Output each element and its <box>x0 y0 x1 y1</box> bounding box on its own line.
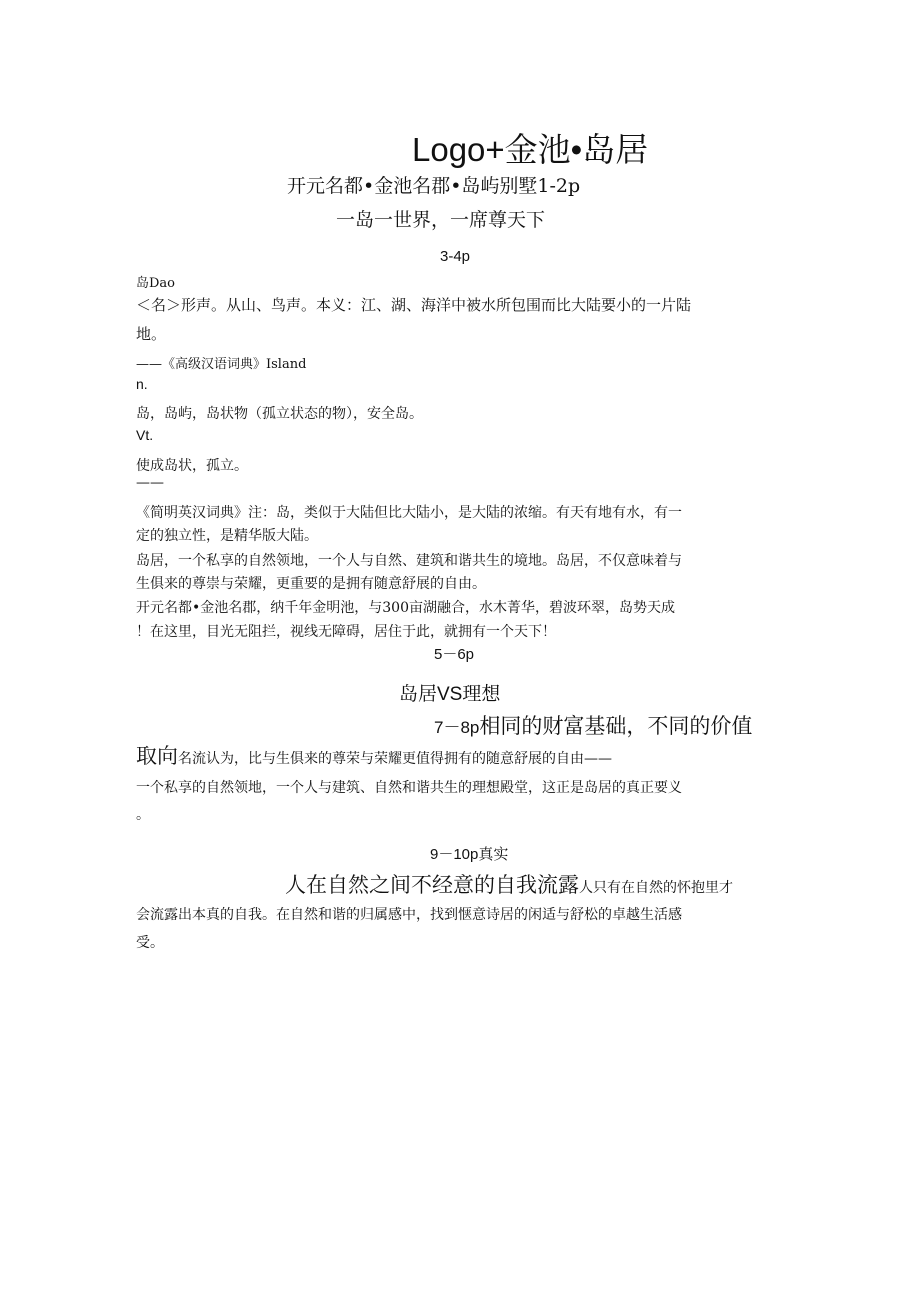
heading-part2: 取向 <box>136 744 178 768</box>
page-label-5-6: 5－6p <box>434 646 475 663</box>
definition-line: ＜名＞形声。从山、鸟声。本义：江、湖、海洋中被水所包围而比大陆要小的一片陆 <box>136 296 692 314</box>
page-label-7-8: 7－8p <box>434 718 480 737</box>
part-of-speech: n. <box>136 376 148 392</box>
paragraph-line: 定的独立性，是精华版大陆。 <box>136 528 318 544</box>
page-label-9-10: 9－10p <box>430 846 479 863</box>
section-7-8-heading <box>434 710 752 740</box>
heading-natural: 人在自然之间不经意的自我流露 <box>285 873 579 897</box>
paragraph-line: 一个私享的自然领地，一个人与建筑、自然和谐共生的理想殿堂，这正是岛居的真正要义 <box>136 780 682 796</box>
page-label-suffix: 真实 <box>478 845 509 863</box>
document-slogan: 一岛一世界，一席尊天下 <box>336 209 546 231</box>
section-9-10-heading <box>285 869 733 899</box>
part-of-speech: Vt. <box>136 427 154 443</box>
heading-part1: 相同的财富基础，不同的价值 <box>479 714 753 738</box>
paragraph-line: 会流露出本真的自我。在自然和谐的归属感中，找到惬意诗居的闲适与舒松的卓越生活感 <box>136 907 682 923</box>
definition-headword: 岛Dao <box>136 276 176 291</box>
dictionary-source: ——《高级汉语词典》Island <box>136 357 307 372</box>
section-9-10-label <box>430 843 508 864</box>
document-title: Logo+金池•岛居 <box>412 131 649 168</box>
paragraph-line: 《简明英汉词典》注：岛，类似于大陆但比大陆小，是大陆的浓缩。有天有地有水，有一 <box>136 505 682 521</box>
paragraph-text: 人只有在自然的怀抱里才 <box>579 880 733 896</box>
paragraph-line: 生俱来的尊崇与荣耀，更重要的是拥有随意舒展的自由。 <box>136 576 486 592</box>
paragraph-line: 受。 <box>136 935 164 951</box>
definition-line: 地。 <box>136 325 167 343</box>
paragraph-text: 名流认为，比与生俱来的尊荣与荣耀更值得拥有的随意舒展的自由—— <box>178 751 612 767</box>
definition-line: 使成岛状，孤立。 <box>136 458 248 474</box>
document-subtitle: 开元名都•金池名郡•岛屿别墅1-2p <box>287 175 581 197</box>
page-label-3-4: 3-4p <box>440 248 471 265</box>
paragraph-line: 开元名都•金池名郡，纳千年金明池，与300亩湖融合，水木菁华，碧波环翠，岛势天成 <box>136 600 675 616</box>
paragraph-line: 岛居，一个私享的自然领地，一个人与自然、建筑和谐共生的境地。岛居，不仅意味着与 <box>136 553 682 569</box>
section-7-8-line <box>136 740 612 770</box>
paragraph-line: ！在这里，目光无阻拦，视线无障碍，居住于此，就拥有一个天下！ <box>136 624 556 640</box>
paragraph-line: 。 <box>136 807 150 823</box>
section-heading-ideal: 岛居VS理想 <box>399 684 501 705</box>
dash-line: —— <box>136 475 164 491</box>
definition-line: 岛，岛屿，岛状物（孤立状态的物），安全岛。 <box>136 406 423 422</box>
